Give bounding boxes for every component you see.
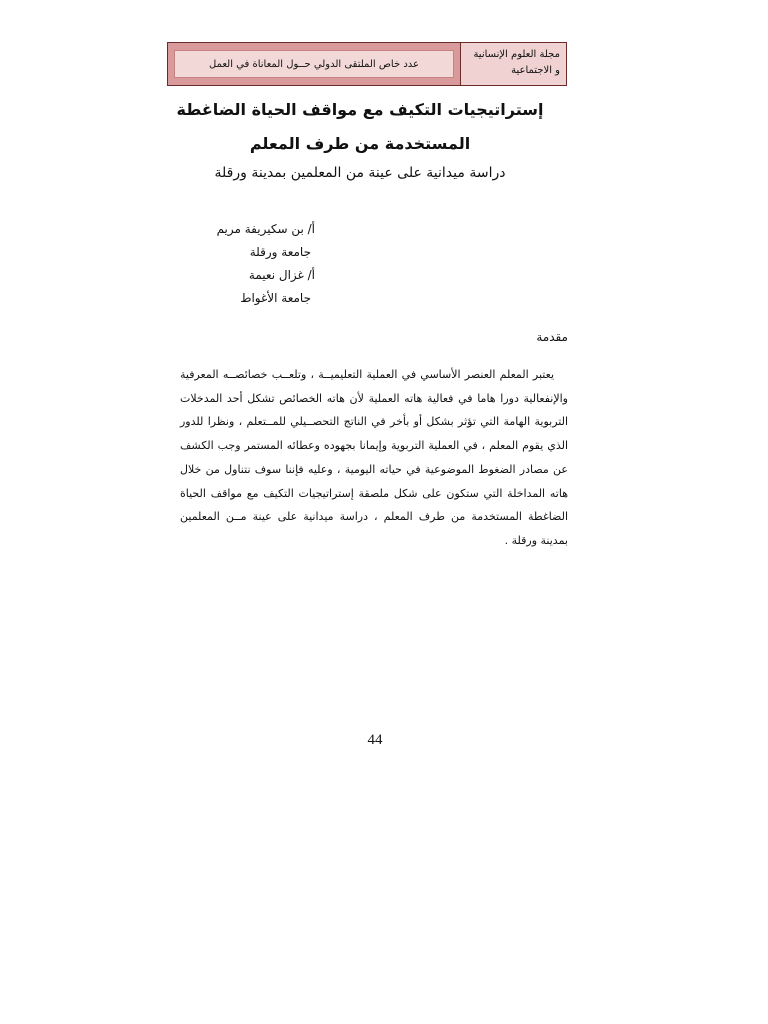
journal-name-line-2: و الاجتماعية — [511, 65, 560, 76]
intro-paragraph: يعتبر المعلم العنصر الأساسي في العملية التعليميــة ، وتلعــب خصائصــه المعرفية والإنفعالية دورا هاما في فعالية هاته العملية لأن هاته الخصائص تشكل أحد المدخلات التربوية الهامة التي تؤثر بشكل أو بأخر في الناتج التحصــيلي للمــتعلم ، ونظرا للدور الذي يقوم المعلم ، في العملية التربوية وإيمانا بجهوده وعطائه المستمر وجب الكشف عن مصادر الضغوط الموضوعية في حياته اليومية ، وعليه فإننا سوف نتناول من خلال هاته المداخلة التي ستكون على شكل ملصقة إستراتيجيات التكيف مع مواقف الحياة الضاغطة المستخدمة من طرف المعلم ، دراسة ميدانية على عينة مــن المعلمين بمدينة ورقلة . — [180, 368, 568, 547]
journal-header — [167, 42, 567, 86]
journal-name-cell — [460, 43, 566, 85]
page-number: 44 — [367, 732, 383, 748]
article-subtitle: دراسة ميدانية على عينة من المعلمين بمدينة ورقلة — [214, 165, 506, 181]
issue-label: عدد خاص الملتقى الدولي حــول المعاناة في العمل — [174, 50, 454, 78]
article-title-line-1: إستراتيجيات التكيف مع مواقف الحياة الضاغطة — [176, 100, 544, 119]
author-affiliation: جامعة الأغواط — [240, 291, 311, 305]
journal-name-line-1: مجلة العلوم الإنسانية — [473, 49, 560, 60]
author-name: أ/ بن سكيريفة مريم — [216, 222, 315, 236]
author-name: أ/ غزال نعيمة — [248, 268, 315, 282]
author-affiliation: جامعة ورقلة — [249, 245, 311, 259]
issue-cell — [168, 43, 460, 85]
article-title-line-2: المستخدمة من طرف المعلم — [249, 134, 471, 153]
section-heading-intro: مقدمة — [536, 330, 568, 344]
author-list — [190, 218, 315, 310]
